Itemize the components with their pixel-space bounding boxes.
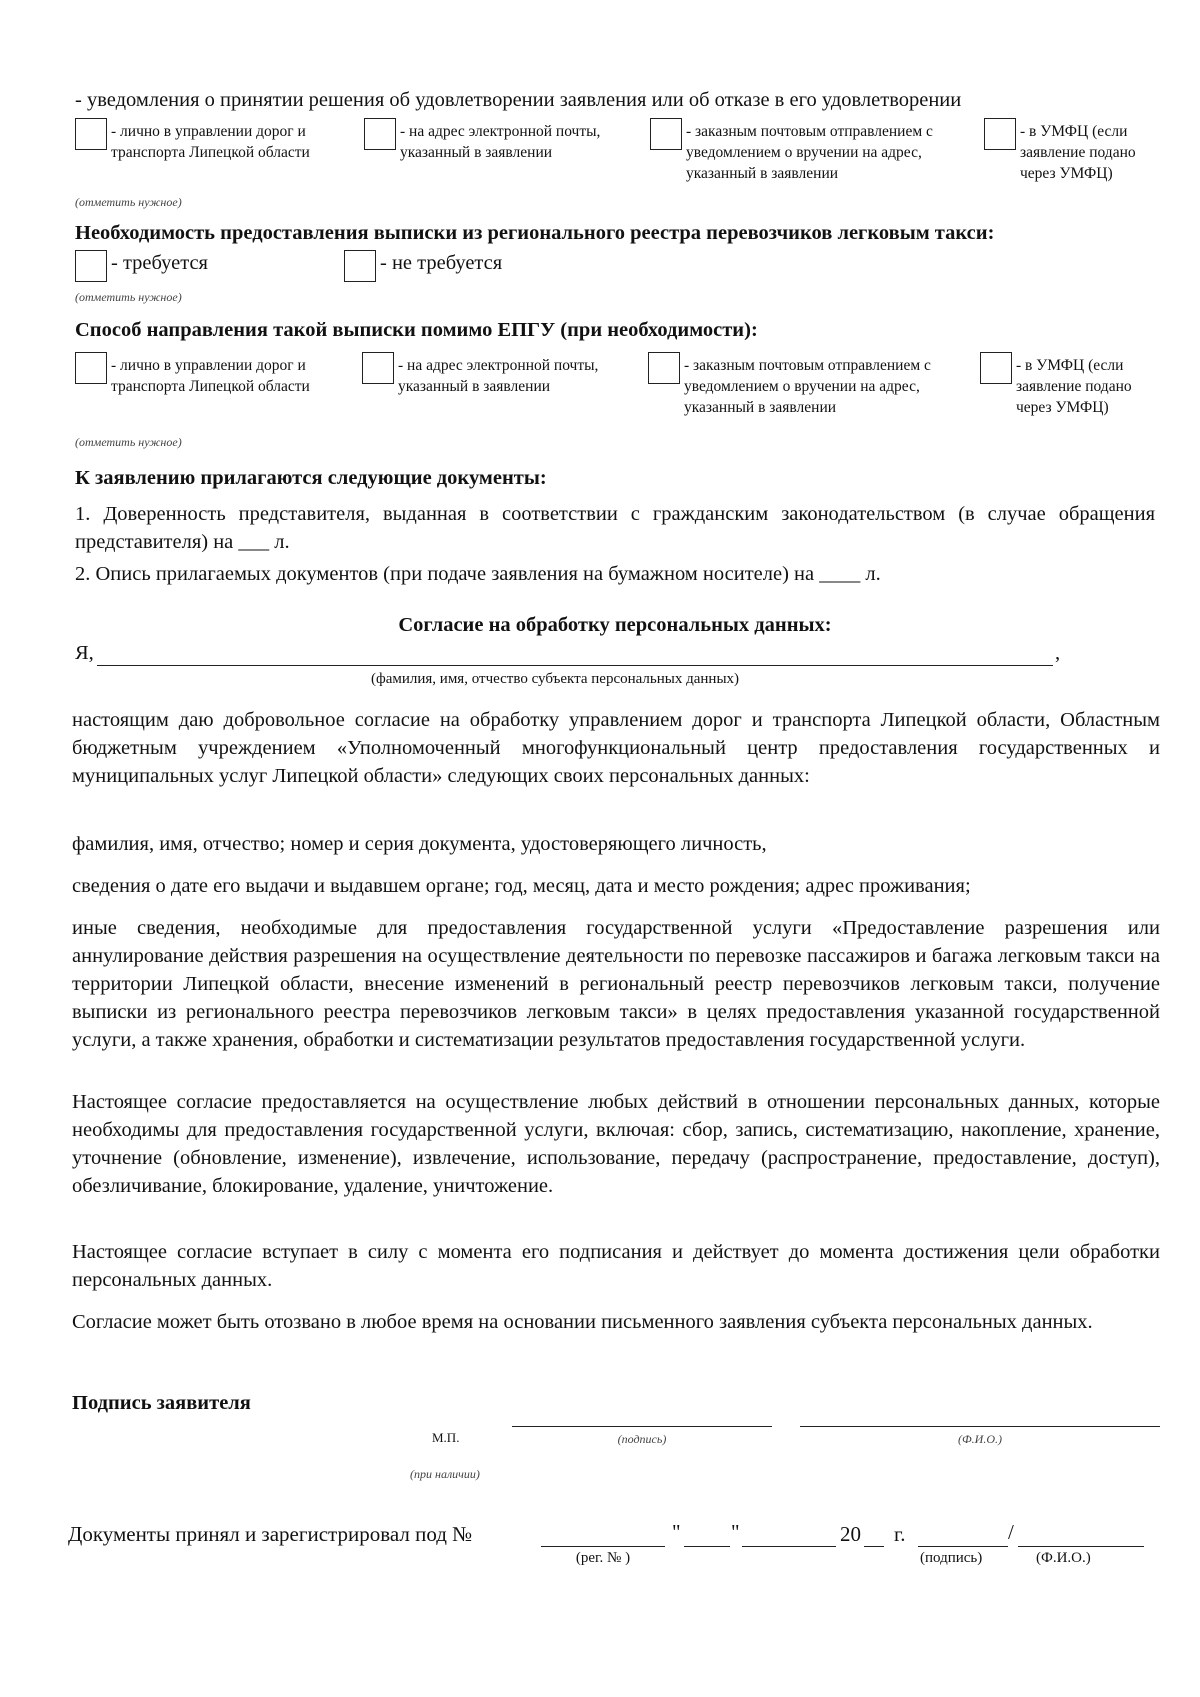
option-mail-1: - заказным почтовым отправлением с уведомлением о вручении на адрес, указанный в заявлении: [686, 123, 933, 182]
consent-paragraph-3: сведения о дате его выдачи и выдавшем органе; год, месяц, дата и место рождения; адрес проживания;: [72, 875, 971, 897]
registration-year-prefix: 20: [840, 1522, 861, 1546]
consent-paragraph-1: настоящим даю добровольное согласие на обработку управлением дорог и транспорта Липецкой области, Областным бюджетным учреждением «Уполномоченный многофункциональный центр предоставления государственных и муниципальных услуг Липецкой области» следующих своих персональных данных:: [72, 709, 1160, 787]
consent-paragraph-4: иные сведения, необходимые для предоставления государственной услуги «Предоставление разрешения или аннулирование действия разрешения на осуществление деятельности по перевозке пассажиров и багажа легковым такси на территории Липецкой области, внесение изменений в региональный реестр перевозчиков легковым такси, получение выписки из регионального реестра перевозчиков легковым такси» в целях предоставления указанной государственной услуги, а также хранения, обработки и систематизации результатов предоставления государственной услуги.: [72, 917, 1160, 1051]
attachments-heading: К заявлению прилагаются следующие документы:: [75, 467, 547, 489]
registration-label: Документы принял и зарегистрировал под №: [68, 1522, 473, 1546]
registration-sign-hint: (подпись): [920, 1550, 983, 1566]
attachment-item-1: 1. Доверенность представителя, выданная в соответствии с гражданским законодательством (в случае обращения представителя) на ___ л.: [75, 503, 1155, 553]
option-umfc-1: - в УМФЦ (если заявление подано через УМФЦ): [1020, 123, 1136, 182]
option-email-1: - на адрес электронной почты, указанный в заявлении: [400, 123, 601, 161]
option-in-person-2: - лично в управлении дорог и транспорта Липецкой области: [111, 357, 310, 395]
registration-day-line[interactable]: [684, 1546, 730, 1547]
consent-i: Я,: [75, 642, 94, 664]
consent-comma: ,: [1055, 642, 1061, 664]
checkbox-not-required[interactable]: [344, 250, 376, 282]
registration-number-line[interactable]: [541, 1546, 665, 1547]
consent-paragraph-7: Согласие может быть отозвано в любое время на основании письменного заявления субъекта персональных данных.: [72, 1311, 1093, 1333]
checkbox-in-person-1[interactable]: [75, 118, 107, 150]
checkbox-umfc-2[interactable]: [980, 352, 1012, 384]
signature-fio-line[interactable]: [800, 1426, 1160, 1427]
checkbox-required[interactable]: [75, 250, 107, 282]
consent-paragraph-2: фамилия, имя, отчество; номер и серия документа, удостоверяющего личность,: [72, 833, 767, 855]
attachment-item-2: 2. Опись прилагаемых документов (при подаче заявления на бумажном носителе) на ____ л.: [75, 563, 881, 585]
checkbox-in-person-2[interactable]: [75, 352, 107, 384]
consent-paragraph-5: Настоящее согласие предоставляется на осуществление любых действий в отношении персональных данных, которые необходимы для предоставления государственной услуги, включая: сбор, запись, систематизацию, накопление, хранение, уточнение (обновление, изменение), извлечение, использование, передачу (распространение, предоставление, доступ), обезличивание, блокирование, удаление, уничтожение.: [72, 1091, 1160, 1197]
signature-hint: (подпись): [617, 1432, 667, 1446]
method-heading: Способ направления такой выписки помимо ЕПГУ (при необходимости):: [75, 319, 758, 341]
option-not-required: - не требуется: [380, 252, 503, 274]
registration-quote-open: ": [672, 1520, 681, 1544]
signature-mp: М.П.: [432, 1430, 460, 1445]
checkbox-email-1[interactable]: [364, 118, 396, 150]
checkbox-umfc-1[interactable]: [984, 118, 1016, 150]
option-required: - требуется: [111, 252, 208, 274]
registration-sign-line[interactable]: [918, 1546, 1008, 1547]
checkbox-email-2[interactable]: [362, 352, 394, 384]
consent-paragraph-6: Настоящее согласие вступает в силу с момента его подписания и действует до момента достижения цели обработки персональных данных.: [72, 1241, 1160, 1291]
registration-number-hint: (рег. № ): [575, 1550, 631, 1566]
registration-quote-close: ": [731, 1520, 740, 1544]
registration-fio-line[interactable]: [1018, 1546, 1144, 1547]
mark-needed-3: (отметить нужное): [75, 435, 182, 449]
consent-name-line[interactable]: [97, 665, 1053, 666]
mark-needed-2: (отметить нужное): [75, 290, 182, 304]
signature-line[interactable]: [512, 1426, 772, 1427]
option-in-person-1: - лично в управлении дорог и транспорта Липецкой области: [111, 123, 310, 161]
checkbox-mail-2[interactable]: [648, 352, 680, 384]
consent-title: Согласие на обработку персональных данных:: [398, 614, 832, 636]
signature-fio-hint: (Ф.И.О.): [958, 1432, 1002, 1446]
registration-fio-hint: (Ф.И.О.): [1036, 1550, 1091, 1566]
mark-needed-1: (отметить нужное): [75, 195, 182, 209]
registration-year-suffix: г.: [894, 1522, 906, 1546]
checkbox-mail-1[interactable]: [650, 118, 682, 150]
consent-name-hint: (фамилия, имя, отчество субъекта персональных данных): [370, 671, 740, 687]
notice-line: - уведомления о принятии решения об удовлетворении заявления или об отказе в его удовлетворении: [75, 89, 962, 111]
signature-if-any: (при наличии): [410, 1467, 480, 1481]
registration-month-line[interactable]: [742, 1546, 836, 1547]
extract-heading: Необходимость предоставления выписки из регионального реестра перевозчиков легковым такси:: [75, 222, 995, 244]
option-mail-2: - заказным почтовым отправлением с уведомлением о вручении на адрес, указанный в заявлении: [684, 357, 931, 416]
option-umfc-2: - в УМФЦ (если заявление подано через УМФЦ): [1016, 357, 1132, 416]
registration-slash: /: [1008, 1520, 1014, 1544]
option-email-2: - на адрес электронной почты, указанный в заявлении: [398, 357, 599, 395]
signature-heading: Подпись заявителя: [72, 1392, 251, 1414]
registration-year-line[interactable]: [864, 1546, 884, 1547]
